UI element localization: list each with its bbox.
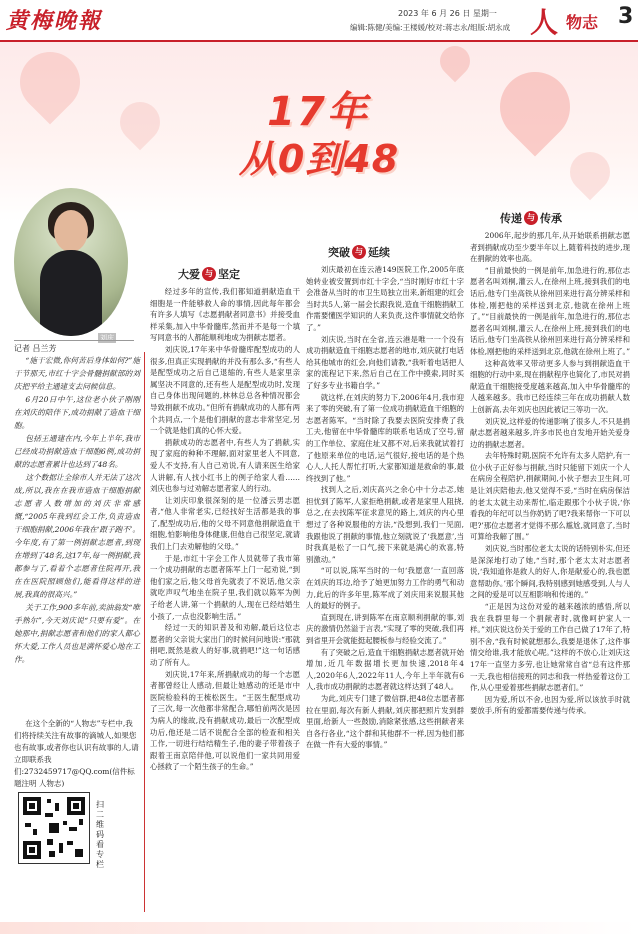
note-paragraph: 6月20日中午,这位老小伙子刚刚在刘庆的陪伴下,成功捐献了造血干细胞。 [14, 395, 140, 430]
headline-line-1: 17年 [267, 89, 369, 135]
subheading-connector: 与 [524, 211, 538, 225]
headline-line-2: 从0到48 [238, 137, 400, 181]
heart-icon [562, 144, 619, 201]
contact-note [14, 718, 140, 790]
note-paragraph: 包括王通建在内,今年上半年,我市已经成功捐献造血干细胞6例,成功捐献的志愿者累计也达到了48名。 [14, 434, 140, 469]
article-paragraph: “目前最快的一例是前年,加急进行的,那位志愿者名叫刘桐,灌云人,在徐州上班,接到我们的电话后,他专门坐高铁从徐州回来进行高分辨采样和体检,刚把他的采样送到北京,他就在徐州上班了。”“目前最快的一例是前年,加急进行的,那位志愿者名叫刘桐,灌云人,在徐州上班,接到我们的电话后,他专门坐高铁从徐州回来进行高分辨采样和体检,刚把他的采样送到北京,他就在徐州上班了。” [470, 265, 630, 356]
bottom-decoration [0, 922, 638, 934]
article-paragraph: 这种高效率又带动更多人参与到捐献造血干细胞的行动中来,现在捐献程序也简化了,市民对捐献造血干细胞接受度越来越高,加入中华骨髓库的人越来越多。我市已经连续三年在成功捐献人数上创新高,去年刘庆也因此被记三等功一次。 [470, 358, 630, 414]
article-paragraph: 经过多年的宣传,我们都知道捐献造血干细胞是一件能够救人命的事情,因此每年都会有许多人填写《志愿捐献者同意书》并接受血样采集,加入中华骨髓库,然而并不是每一个填写同意书的人都能顺利地成为捐献志愿者。 [150, 287, 300, 343]
article-paragraph: 就这样,在刘庆的努力下,2006年4月,我市迎来了零的突破,有了第一位成功捐献造血干细胞的志愿者陈军。“当时除了我要去医院安排费了我工夫,他留在中华骨髓库的联系电话成了空号,留的工作单位、家庭住址又都不对,后来我就试着打了他原来单位的电话,运气很好,接电话的是个热心人,人托人帮忙打听,大家都知道是救命的事,最终找到了他。” [306, 392, 464, 483]
qr-caption: 扫二维码看专栏 [96, 800, 104, 869]
article-paragraph: “可以说,陈军当时的一句‘我愿意’一直回落在刘庆的耳边,给予了她更加努力工作的勇气和动力,此后的许多年里,陈军成了刘庆用来说服其他人的最好的例子。 [306, 566, 464, 611]
subheading-connector: 与 [352, 245, 366, 259]
article-paragraph: 于是,市红十字会工作人员就带了我市第一个成功捐献的志愿者陈军上门一起劝说,“到他们家之后,他父母首先就表了不说话,他父亲就吃声叹气地坐在院子里,我们就以陈军为例子给老人讲,第一个捐献的人,现在已经结婚生小孩了,一点也没影响生活。” [150, 553, 300, 621]
note-paragraph: “施干宏微,你何苦后身体如何?”施干节那天,市红十字会骨髓捐献部的刘庆把平给主通建支去问候信息。 [14, 356, 140, 391]
reporter-byline: 记者 吕兰芳 [14, 340, 134, 354]
subheading-column-1 [178, 266, 240, 282]
subheading-connector: 与 [202, 267, 216, 281]
article-paragraph: 因为爱,所以不舍,也因为爱,所以该放手时就要放手,所有的爱都需要传递与传承。 [470, 694, 630, 716]
note-paragraph: 这个数据让全徐市人并无法了这次成,所以,我在在我市造血干细胞捐献志愿者人数增加的刘庆非常感慨,“2005年我到红会工作,负责造血干细胞捐献,2006年我在‘跟子跑不’。今年度,有了第一例捐献志愿者,到现在增到了48名,这17年,每一例捐献,我都参与了,看着个志愿者住院再开,我在在医院照顾他们,能看得这样的进展,我真的很高兴。” [14, 473, 140, 599]
heart-icon [8, 40, 93, 125]
article-paragraph: 刘庆最初在连云港149医院工作,2005年底她转业被安置到市红十字会,“当时刚好市红十字会准备从当时的市卫生局独立出来,新组建的红会当时共5人,第一届会长跟我说,造血干细胞捐献工作需要懂医学知识的人来负责,这件事情就交给你了。” [306, 265, 464, 332]
column-divider [144, 352, 145, 912]
photo-body [40, 250, 102, 336]
article-column-3 [470, 230, 630, 717]
newspaper-logo: 黄梅晚報 [6, 8, 103, 34]
article-paragraph: 2006年,起步的那几年,从开始联系捐献志愿者到捐献成功至少要半年以上,随着科技的进步,现在捐献的效率也高。 [470, 231, 630, 264]
heart-icon [486, 58, 585, 157]
photo-face [54, 210, 88, 252]
portrait-photo [14, 188, 128, 336]
date-line: 2023 年 6 月 26 日 星期一 [398, 9, 497, 18]
subheading-column-3 [500, 210, 562, 226]
article-paragraph: 有了突破之后,造血干细胞捐献志愿者就开始增加,近几年数据增长更加快速,2018年4人,2020年6人,2022年11人,今年上半年就有6人,我市成功捐献的志愿者就这样达到了48人。 [306, 647, 464, 692]
article-paragraph: “正是因为这份对爱的越来越浓的感悟,所以我在我群里每一个捐献者时,就像呵护家人一样。”刘庆说这份关于爱的工作自己做了17年了,特别不舍,“我有时候就想那么,我要是退休了,这件事情交给谁,我才能放心呢。”这样的不放心,让刘庆这17年一直坚力多劳,也让她常常自省“总有这件那一天,我也相信接班的同志和我一样热爱着这份工作,从心里爱着那些捐献志愿者们。” [470, 602, 630, 693]
photo-caption: 刘庆 [100, 334, 114, 342]
article-paragraph: 让刘庆印象很深刻的是一位潘云男志愿者,“他人非常老实,已经找好生活都是我的事了,配型成功后,他的父母不同意他捐献造血干细胞,怕影响他身体健康,但他自己很坚定,就请我们上门去劝解他的父母。” [150, 495, 300, 552]
qr-code-icon [19, 793, 89, 863]
page-number: 3 [618, 4, 634, 29]
article-paragraph: 捐献成功的志愿者中,有些人为了捐献,实现了家庭的种种不理解,面对家里老人不同意,爱人不支持,有人自己劝说,有人请来医生给家人讲解,有人找小红书上的例子给家人看……刘庆也参与过劝解志愿者家人的行动。 [150, 437, 300, 494]
article-paragraph: 找到人之后,刘庆高兴之余心中十分忐忑,她担忧到了陈军,人家拒绝捐献,或者是家里人阻挠,总之,在去找陈军征求意见的路上,刘庆的内心里想过了各种说服他的方法,“没想到,我们一见面,我跟他说了捐献的事情,他立刻就说了‘我愿意’,当时我真是松了一口气,接下来就是满心的欢喜,特别激动。” [306, 485, 464, 564]
subheading-text-b: 坚定 [218, 268, 240, 281]
qr-code[interactable] [18, 792, 90, 864]
article-paragraph: 为此,刘庆专门建了微信群,把48位志愿者都拉在里面,每次有新人捐献,刘庆都把照片发到群里面,给新人一些鼓励,消除紧张感,这些捐献者来自各行各业,“这个群和其他群不一样,因为他们都在做一件有大爱的事情。” [306, 693, 464, 750]
subheading-text-a: 突破 [328, 246, 350, 259]
editor-note [14, 354, 140, 666]
section-title-big: 人 [530, 6, 559, 39]
subheading-column-2 [328, 244, 390, 260]
article-paragraph: 刘庆说,这样爱的传递影响了很多人,不只是捐献志愿者越来越多,许多市民也自发地开始关爱身边的捐献志愿者。 [470, 416, 630, 449]
section-title-small: 物志 [566, 13, 599, 32]
heart-icon [434, 40, 476, 82]
article-paragraph: 刘庆说,当时那位老太太说的话特别朴实,但还是深深地打动了她,“当时,那个老太太对志愿者说,‘我知道你是救人的好人,你是献爱心的,我也愿意帮助你。’那个瞬间,我特别感到她感受到,人与人之间的爱是可以互相影响和传递的。” [470, 544, 630, 600]
subheading-text-a: 传递 [500, 212, 522, 225]
note-paragraph: 关于工作,900多年前,卖油翁发“唯手熟尔”,今天刘庆说“只要有爱”。在她那中,捐献志愿者和他们的家人都心怀大爱,工作人员也是满怀爱心地在工作。 [14, 603, 140, 664]
article-paragraph: 刘庆说,当时在全省,连云港是唯一一个没有成功捐献造血干细胞志愿者的地市,刘庆就打电话给其他城市的红会,向他们请教,“我听着电话把人家的流程记下来,然后自己在工作中摸索,同时买了好多专业书籍自学。” [306, 334, 464, 390]
article-paragraph: 去年特殊时期,医院不允许有太多人陪护,有一位小伙子正好参与捐献,当时只能留下刘庆一个人在病房全程陪护,捐献期间,小伙子想去卫生间,可是让刘庆陪他去,他又觉得不妥,“当时在病房保洁的老太太就主动来帮忙,临走跟那个小伙子说,‘你看我的年纪可以当你奶奶了吧?我来帮你一下可以吧?’那位志愿者才觉得不那么尴尬,就同意了,当时可算给我解了围。” [470, 451, 630, 542]
article-paragraph: 直到现在,讲到陈军在南京顺利捐献的事,刘庆的激情仍然溢于言表,“实现了零的突破,我们再到省里开会就能挺起腰板参与经验交流了。” [306, 612, 464, 645]
subheading-text-a: 大爱 [178, 268, 200, 281]
article-paragraph: 刘庆说,17年来,所捐献成功的每一个志愿者都曾经让人感动,但最让她感动的还是市中医院检验科的王梳松医生。“王医生配型成功了三次,每一次他都非常配合,哪怕前两次是因为病人的缘故,没有捐献成功,最后一次配型成功后,他还是二话不说配合全部的检查和相关工作,一切进行结结精生子,他的妻子带着孩子跟着王南京陪伴他,可以说他们一家共同用爱心拯救了一个陌生孩子的生命。” [150, 669, 300, 772]
subheading-text-b: 延续 [368, 246, 390, 259]
subheading-text-b: 传承 [540, 212, 562, 225]
article-paragraph: 经过一天的知识普及和劝解,最后这位志愿者的父亲说大家出门的时候问问地说:“那就捐吧,既然是救人的好事,就捐吧!”这一句话感动了所有人。 [150, 623, 300, 667]
article-paragraph: 刘庆说,17年来中华骨髓库配型成功的人很多,但真正实现捐献的并没有那么多,“有些人是配型成功之后自己退缩的,有些人是家里亲属坚决不同意的,还有些人是配型成功时,发现自己身体出现问题的,林林总总各种情况都会导致捐献不成功。”但所有捐献成功的人都有两个共同点,一个是他们捐献的意志非常坚定,另一个就是他们真的心怀大爱。 [150, 344, 300, 436]
editors-line: 编辑:陈健/美编:王楼媛/校对:蒋志永/组版:胡永成 [350, 23, 511, 32]
article-column-1 [150, 286, 300, 773]
contact-paragraph: 在这个全新的“人物志”专栏中,我们将持续关注有故事的滴城人,如果您也有故事,或者你也认识有故事的人,请立即联系我们:2732459717@QQ.com(信件标题注明 人物志) [14, 719, 139, 788]
article-column-2 [306, 264, 464, 751]
